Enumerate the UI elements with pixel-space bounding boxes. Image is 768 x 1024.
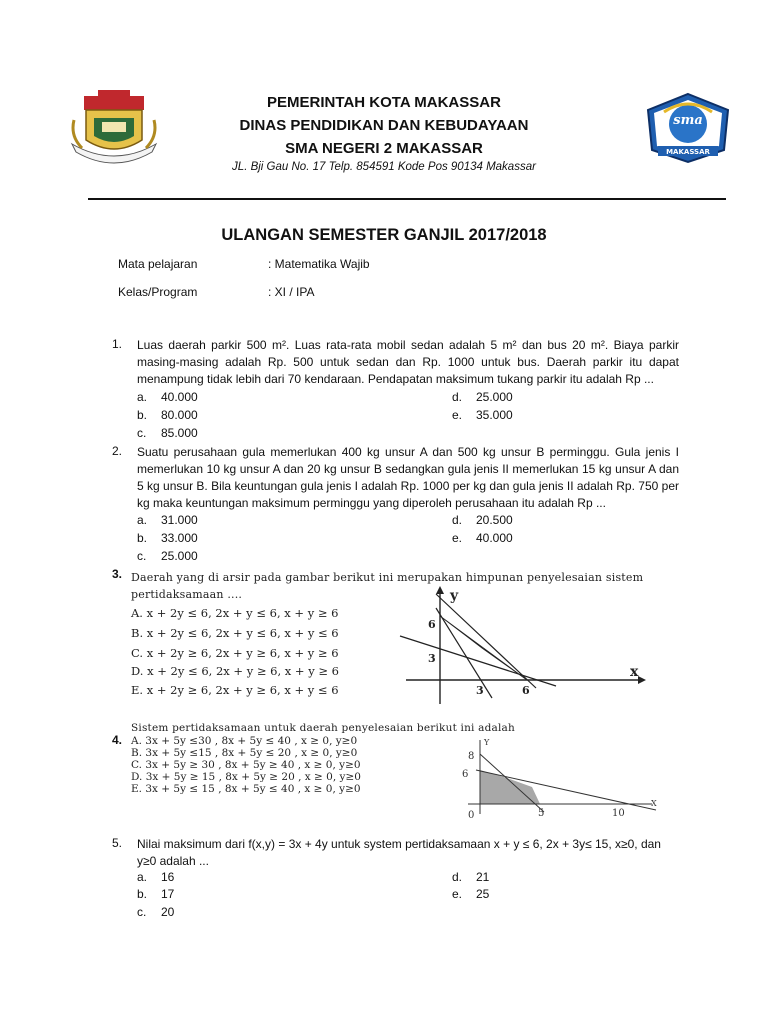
- subject-value: : Matematika Wajib: [268, 257, 370, 271]
- q1-option-c: c. 85.000: [137, 426, 198, 440]
- q3-y-label: y: [450, 588, 459, 604]
- q4-option-e: E. 3x + 5y ≤ 15 , 8x + 5y ≤ 40 , x ≥ 0, y≥0: [131, 783, 361, 795]
- q2-number: 2.: [112, 444, 123, 458]
- q5-option-a: a. 16: [137, 870, 175, 884]
- q4-y-tick-8: 8: [468, 751, 475, 762]
- q4-option-d: D. 3x + 5y ≥ 15 , 8x + 5y ≥ 20 , x ≥ 0, y≥0: [131, 771, 361, 783]
- q4-x-tick-10: 10: [612, 808, 625, 819]
- q3-option-c: C. x + 2y ≥ 6, 2x + y ≥ 6, x + y ≥ 6: [131, 646, 339, 660]
- q3-option-d: D. x + 2y ≤ 6, 2x + y ≥ 6, x + y ≥ 6: [131, 664, 339, 678]
- q3-y-arrow: [436, 586, 444, 594]
- q3-option-e: E. x + 2y ≥ 6, 2x + y ≥ 6, x + y ≤ 6: [131, 683, 339, 697]
- q3-shaded-region: [440, 616, 527, 680]
- q3-option-b: B. x + 2y ≤ 6, 2x + y ≤ 6, x + y ≤ 6: [131, 626, 339, 640]
- school-logo-city-text: MAKASSAR: [666, 148, 710, 156]
- q3-graph: [396, 586, 646, 710]
- q1-option-d: d. 25.000: [452, 390, 513, 404]
- q4-y-label: Y: [484, 738, 490, 747]
- q3-x-tick-3: 3: [476, 684, 484, 697]
- q1-option-e: e. 35.000: [452, 408, 513, 422]
- q4-option-a: A. 3x + 5y ≤30 , 8x + 5y ≤ 40 , x ≥ 0, y≥0: [131, 735, 358, 747]
- q2-option-b: b. 33.000: [137, 531, 198, 545]
- q4-x-label: X: [651, 799, 657, 808]
- q4-y-tick-6: 6: [462, 769, 469, 780]
- q5-option-b: b. 17: [137, 887, 175, 901]
- q5-text: Nilai maksimum dari f(x,y) = 3x + 4y untuk system pertidaksamaan x + y ≤ 6, 2x + 3y≤ 15, x≥0, dan y≥0 adalah ...: [137, 837, 661, 868]
- q3-x-arrow: [638, 676, 646, 684]
- q5-option-e: e. 25: [452, 887, 490, 901]
- q2-option-e: e. 40.000: [452, 531, 513, 545]
- q4-x-tick-5: 5: [538, 808, 545, 819]
- q5-option-c: c. 20: [137, 905, 175, 919]
- q3-text-line2: pertidaksamaan ....: [131, 588, 243, 601]
- class-label: Kelas/Program: [118, 285, 198, 299]
- q4-origin: 0: [468, 810, 475, 821]
- q1-option-a: a. 40.000: [137, 390, 198, 404]
- exam-title: ULANGAN SEMESTER GANJIL 2017/2018: [221, 226, 547, 244]
- header-divider: [88, 198, 726, 200]
- q1-text: Luas daerah parkir 500 m². Luas rata-rata mobil sedan adalah 5 m² dan bus 20 m². Biaya parkir masing-masing adalah Rp. 500 untuk sedan dan Rp. 1000 untuk bus. Daerah parkir itu dapat menampung tidak lebih dari 70 kendaraan. Pendapatan maksimum tukang parkir itu adalah Rp ...: [137, 338, 679, 386]
- q4-option-c: C. 3x + 5y ≥ 30 , 8x + 5y ≥ 40 , x ≥ 0, y≥0: [131, 759, 361, 771]
- q4-number: 4.: [112, 733, 123, 747]
- school-logo: [644, 92, 732, 164]
- q2-option-c: c. 25.000: [137, 549, 198, 563]
- q4-graph: [452, 734, 662, 824]
- q5-number: 5.: [112, 836, 123, 850]
- q2-option-a: a. 31.000: [137, 513, 198, 527]
- q3-option-a: A. x + 2y ≤ 6, 2x + y ≤ 6, x + y ≥ 6: [131, 606, 339, 620]
- header-address: JL. Bji Gau No. 17 Telp. 854591 Kode Pos 90134 Makassar: [232, 161, 536, 173]
- q3-y-tick-6: 6: [428, 618, 436, 631]
- q3-y-tick-3: 3: [428, 652, 436, 665]
- q1-number: 1.: [112, 337, 123, 351]
- q2-option-d: d. 20.500: [452, 513, 513, 527]
- subject-label: Mata pelajaran: [118, 257, 198, 271]
- q3-number: 3.: [112, 567, 123, 581]
- q3-x-tick-6: 6: [522, 684, 530, 697]
- q5-option-d: d. 21: [452, 870, 490, 884]
- header-government: PEMERINTAH KOTA MAKASSAR: [267, 94, 501, 111]
- q4-option-b: B. 3x + 5y ≤15 , 8x + 5y ≤ 20 , x ≥ 0, y≥0: [131, 747, 358, 759]
- q4-text: Sistem pertidaksamaan untuk daerah penyelesaian berikut ini adalah: [131, 722, 515, 734]
- q4-shaded-region: [480, 770, 540, 804]
- header-department: DINAS PENDIDIKAN DAN KEBUDAYAAN: [239, 117, 529, 134]
- q1-option-b: b. 80.000: [137, 408, 198, 422]
- school-logo-sma-text: sma: [673, 113, 703, 128]
- q2-text: Suatu perusahaan gula memerlukan 400 kg unsur A dan 500 kg unsur B perminggu. Gula jenis I memerlukan 10 kg unsur A dan 20 kg unsur B sedangkan gula jenis II memerlukan 15 kg unsur A dan 5 kg unsur B. Bila keuntungan gula jenis I adalah Rp. 1000 per kg dan gula jenis II adalah Rp. 750 per kg maka keuntungan maksimum perminggu yang diperoleh perusahaan itu adalah Rp ...: [137, 445, 679, 510]
- q3-x-label: x: [630, 664, 639, 680]
- q3-text-line1: Daerah yang di arsir pada gambar berikut ini merupakan himpunan penyelesaian sistem: [131, 571, 644, 584]
- q3-line-x-plus-y-6: [436, 594, 536, 688]
- header-school: SMA NEGERI 2 MAKASSAR: [285, 140, 483, 157]
- class-value: : XI / IPA: [268, 285, 315, 299]
